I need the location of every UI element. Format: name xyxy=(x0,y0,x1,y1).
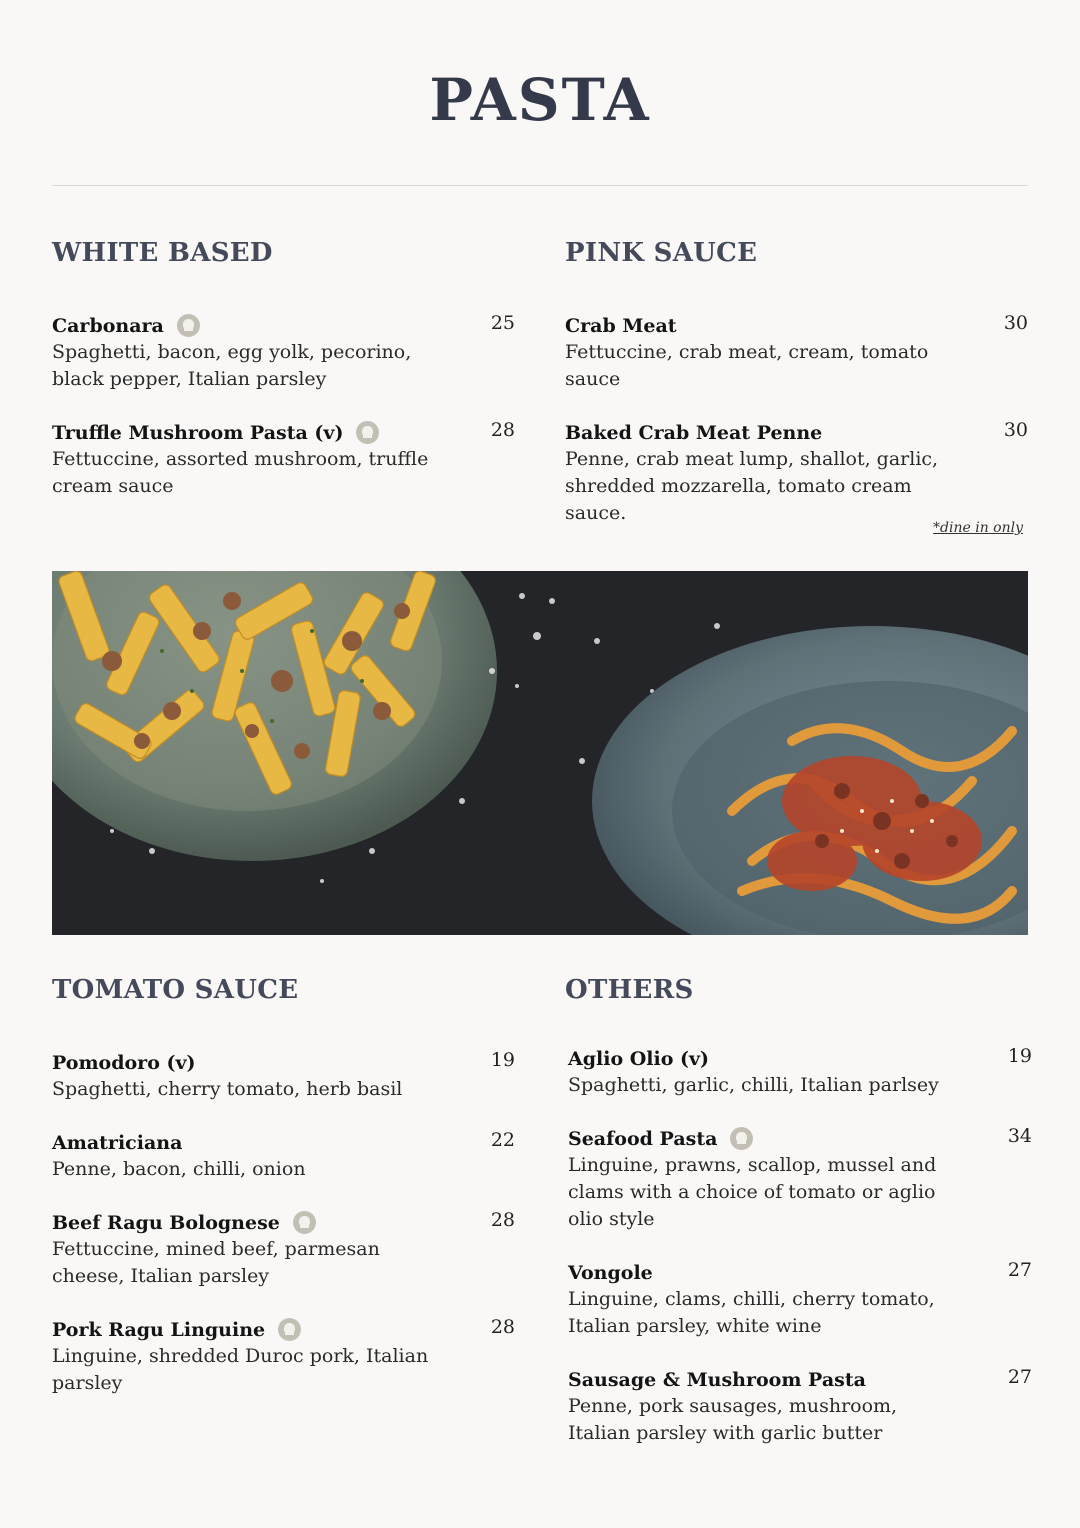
menu-item xyxy=(565,419,1028,536)
item-description: Spaghetti, garlic, chilli, Italian parlsey xyxy=(568,1074,939,1096)
item-description: Spaghetti, cherry tomato, herb basil xyxy=(52,1078,403,1100)
page-title: PASTA xyxy=(429,66,651,134)
item-description: Linguine, prawns, scallop, mussel and clams with a choice of tomato or aglio olio style xyxy=(568,1154,937,1230)
item-description: Fettuccine, crab meat, cream, tomato sauce xyxy=(565,341,929,390)
chef-hat-icon xyxy=(278,1318,301,1341)
item-price: 22 xyxy=(490,1129,515,1151)
menu-item xyxy=(52,1209,515,1290)
item-price: 28 xyxy=(490,419,515,441)
item-name: Vongole xyxy=(568,1261,653,1284)
menu-item xyxy=(52,1316,515,1397)
title-divider xyxy=(52,185,1028,186)
item-price: 27 xyxy=(1007,1366,1032,1388)
item-name: Pork Ragu Linguine xyxy=(52,1318,266,1341)
section-tomato-sauce xyxy=(52,975,515,1423)
item-price: 30 xyxy=(1003,312,1028,334)
item-name: Sausage & Mushroom Pasta xyxy=(568,1368,866,1391)
section-title: TOMATO SAUCE xyxy=(52,975,299,1005)
section-title: WHITE BASED xyxy=(52,238,273,268)
item-description: Penne, crab meat lump, shallot, garlic, shredded mozzarella, tomato cream sauce. xyxy=(565,448,939,524)
menu-item xyxy=(52,1049,515,1103)
item-price: 34 xyxy=(1007,1125,1032,1147)
item-name: Amatriciana xyxy=(52,1131,183,1154)
chef-hat-icon xyxy=(356,421,379,444)
menu-item xyxy=(52,1129,515,1183)
item-name: Beef Ragu Bolognese xyxy=(52,1211,280,1234)
menu-item xyxy=(568,1366,1032,1447)
chef-hat-icon xyxy=(177,314,200,337)
menu-item xyxy=(52,312,515,393)
menu-item xyxy=(568,1125,1032,1233)
item-name: Baked Crab Meat Penne xyxy=(565,421,823,444)
item-description: Penne, bacon, chilli, onion xyxy=(52,1158,306,1180)
item-price: 25 xyxy=(490,312,515,334)
item-name: Pomodoro (v) xyxy=(52,1051,196,1074)
section-title: OTHERS xyxy=(565,975,694,1005)
menu-item xyxy=(565,312,1028,393)
item-price: 19 xyxy=(1007,1045,1032,1067)
item-price: 27 xyxy=(1007,1259,1032,1281)
item-description: Fettuccine, mined beef, parmesan cheese, Italian parsley xyxy=(52,1238,380,1287)
item-description: Penne, pork sausages, mushroom, Italian parsley with garlic butter xyxy=(568,1395,898,1444)
item-description: Spaghetti, bacon, egg yolk, pecorino, black pepper, Italian parsley xyxy=(52,341,412,390)
section-others xyxy=(565,975,1032,1477)
chef-hat-icon xyxy=(293,1211,316,1234)
item-description: Linguine, shredded Duroc pork, Italian parsley xyxy=(52,1345,429,1394)
item-price: 19 xyxy=(490,1049,515,1071)
menu-item xyxy=(52,419,515,500)
menu-item xyxy=(568,1259,1032,1340)
item-price: 30 xyxy=(1003,419,1028,441)
menu-item xyxy=(568,1045,1032,1099)
item-name: Carbonara xyxy=(52,314,164,337)
item-price: 28 xyxy=(490,1209,515,1231)
item-description: Linguine, clams, chilli, cherry tomato, Italian parsley, white wine xyxy=(568,1288,935,1337)
section-title: PINK SAUCE xyxy=(565,238,758,268)
item-name: Aglio Olio (v) xyxy=(568,1047,710,1070)
dine-in-note: *dine in only xyxy=(933,520,1023,536)
item-price: 28 xyxy=(490,1316,515,1338)
item-description: Fettuccine, assorted mushroom, truffle cream sauce xyxy=(52,448,429,497)
item-name: Truffle Mushroom Pasta (v) xyxy=(52,421,344,444)
item-name: Seafood Pasta xyxy=(568,1127,718,1150)
chef-hat-icon xyxy=(730,1127,753,1150)
item-name: Crab Meat xyxy=(565,314,677,337)
section-pink-sauce xyxy=(565,238,1028,553)
pasta-photo xyxy=(52,571,1028,935)
section-white-based xyxy=(52,238,515,526)
